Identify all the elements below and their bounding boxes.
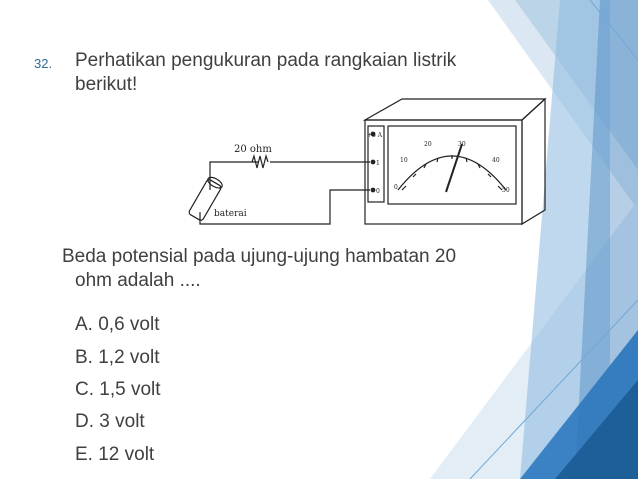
ammeter-box-side bbox=[522, 99, 545, 224]
option-c-text: 1,5 volt bbox=[99, 379, 161, 400]
scale-label-30: 30 bbox=[458, 141, 466, 148]
option-a-label: A. bbox=[75, 314, 93, 335]
battery-label: baterai bbox=[214, 209, 247, 219]
question-prompt-line1: Perhatikan pengukuran pada rangkaian listrik bbox=[75, 50, 457, 71]
option-e-label: E. bbox=[75, 444, 93, 465]
terminal-top-label: +3 A bbox=[367, 132, 383, 139]
question-prompt-line2: berikut! bbox=[75, 74, 138, 95]
option-c[interactable] bbox=[75, 378, 161, 402]
scale-label-40: 40 bbox=[492, 157, 500, 164]
option-a[interactable] bbox=[75, 313, 160, 337]
question-prompt bbox=[75, 49, 555, 97]
terminal-mid-label: 1 bbox=[376, 160, 380, 167]
ammeter-needle bbox=[446, 144, 462, 192]
terminal-zero bbox=[371, 188, 375, 192]
scale-label-20: 20 bbox=[424, 141, 432, 148]
ammeter-box-top bbox=[365, 99, 545, 120]
ammeter-dial-face bbox=[388, 126, 516, 204]
question-stem bbox=[62, 245, 582, 293]
option-b-label: B. bbox=[75, 347, 93, 368]
scale-label-10: 10 bbox=[400, 157, 408, 164]
resistor-label: 20 ohm bbox=[234, 144, 272, 155]
scale-label-50: 50 bbox=[502, 187, 510, 194]
circuit-diagram bbox=[170, 92, 555, 242]
option-a-text: 0,6 volt bbox=[98, 314, 160, 335]
option-d[interactable] bbox=[75, 410, 145, 434]
option-c-label: C. bbox=[75, 379, 94, 400]
option-e[interactable] bbox=[75, 443, 154, 467]
option-b[interactable] bbox=[75, 346, 160, 370]
terminal-mid bbox=[371, 160, 375, 164]
wire-left bbox=[210, 162, 258, 190]
option-d-label: D. bbox=[75, 411, 94, 432]
question-stem-line1: Beda potensial pada ujung-ujung hambatan 20 bbox=[62, 246, 457, 267]
question-stem-line2: ohm adalah .... bbox=[75, 270, 201, 291]
option-d-text: 3 volt bbox=[99, 411, 145, 432]
question-number: 32. bbox=[34, 56, 53, 71]
option-b-text: 1,2 volt bbox=[98, 347, 160, 368]
terminal-bottom-label: 0 bbox=[376, 188, 380, 195]
scale-label-0: 0 bbox=[394, 184, 398, 191]
option-e-text: 12 volt bbox=[98, 444, 155, 465]
